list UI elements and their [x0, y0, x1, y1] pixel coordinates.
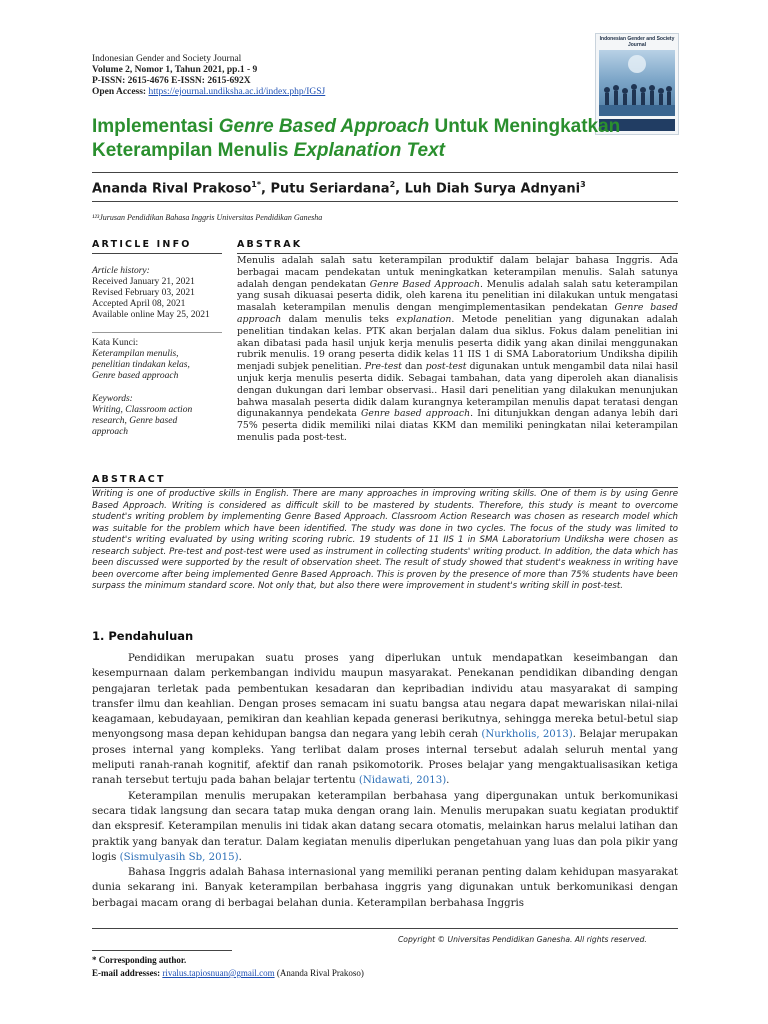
kata-kunci-block — [92, 338, 232, 382]
online-date: Available online May 25, 2021 — [92, 310, 210, 320]
article-info-heading: ARTICLE INFO — [92, 239, 192, 250]
abstract-text: Writing is one of productive skills in English. There are many approaches in improving writing skills. One of them is by using Genre Based Approach. Writing is considered as difficult skill to be mastered by students. Therefore, this study is meant to overcome student's writing problem by implementing Genre Based Approach. Classroom Action Research was chosen as research model which was suitable for the problem which have been identified. The study was done in two cycles. The focus of the study was limited to student's writing evaluated by using writing scoring rubric. 19 students of 11 IIS 1 in SMA Laboratorium Undiksha were chosen as research subject. Pre-test and post-test were used as instrument in collecting students' writing product. In addition, the data which has been discussed were supported by the result of observation sheet. The result of study showed that student's weakness in writing have been overcome after being implemented Genre Based Approach. This is proven by the presence of more than 75% students have been surpass the minimum standard score. Not only that, but also there were improvement in student's writing skill in post-test. — [92, 489, 678, 591]
email-link[interactable]: rivalus.tapiosnuan@gmail.com — [162, 968, 275, 978]
journal-volume: Volume 2, Nomor 1, Tahun 2021, pp.1 - 9 — [92, 65, 258, 75]
kata-kunci-1: Keterampilan menulis, — [92, 349, 179, 359]
affiliation: ¹²³Jurusan Pendidikan Bahasa Inggris Universitas Pendidikan Ganesha — [92, 213, 323, 222]
citation-nurkholis[interactable]: (Nurkholis, 2013) — [481, 729, 573, 741]
abstrak-rule — [237, 253, 678, 254]
journal-name: Indonesian Gender and Society Journal — [92, 54, 242, 64]
section-body — [92, 651, 678, 911]
article-info-rule — [92, 253, 222, 254]
kata-kunci-label: Kata Kunci: — [92, 338, 139, 348]
accepted-date: Accepted April 08, 2021 — [92, 299, 186, 309]
kata-kunci-2: penelitian tindakan kelas, — [92, 360, 190, 370]
paragraph: Keterampilan menulis merupakan keterampilan berbahasa yang dipergunakan untuk berkomunikasi secara tidak langsung dan secara tatap muka dengan orang lain. Menulis merupakan suatu kegiatan produktif dan ekspresif. Keterampilan menulis ini tidak akan datang secara otomatis, melainkan harus melalui latihan dan praktik yang banyak dan teratur. Dalam kegiatan menulis diperlukan pengetahuan yang luas dan pola pikir yang logis (Sismulyasih Sb, 2015). — [92, 790, 678, 863]
abstrak-heading: ABSTRAK — [237, 239, 303, 250]
journal-url-link[interactable]: https://ejournal.undiksha.ac.id/index.php/IGSJ — [148, 87, 326, 97]
open-access-label: Open Access: — [92, 87, 149, 97]
journal-issn: P-ISSN: 2615-4676 E-ISSN: 2615-692X — [92, 76, 251, 86]
keywords-label: Keywords: — [92, 394, 133, 404]
author-list: Ananda Rival Prakoso$^{1*}$, Putu Seriardana$^2$, Luh Diah Surya Adnyani$^3$ — [92, 180, 586, 197]
citation-nidawati[interactable]: (Nidawati, 2013) — [358, 775, 447, 787]
paragraph: Pendidikan merupakan suatu proses yang diperlukan untuk mendapatkan keseimbangan dan kesempurnaan dalam perkembangan individu maupun masyarakat. Penekanan pendidikan dibanding dengan pengajaran terletak pada pembentukan kesadaran dan kepribadian individu atau masyarakat di samping transfer ilmu dan keahlian. Dengan proses semacam ini suatu bangsa atau negara dapat mewariskan nilai-nilai keagamaan, kebudayaan, pemikiran dan keahlian kepada generasi berikutnya, sehingga mereka betul-betul siap menyongsong masa depan kehidupan bangsa dan negara yang lebih cerah (Nurkholis, 2013). Belajar merupakan proses internal yang kompleks. Yang terlibat dalam proses internal tersebut adalah seluruh mental yang meliputi ranah-ranah kognitif, afektif dan ranah psikomotorik. Proses belajar yang mengaktualisasikan ketiga ranah tersebut tertuju pada bahan belajar tertentu (Nidawati, 2013). — [92, 653, 678, 787]
author-divider — [92, 201, 678, 202]
email-line: E-mail addresses: rivalus.tapiosnuan@gmail.com (Ananda Rival Prakoso) — [92, 968, 364, 978]
revised-date: Revised February 03, 2021 — [92, 288, 195, 298]
corresponding-author: * Corresponding author. — [92, 955, 187, 965]
section-heading-pendahuluan: 1. Pendahuluan — [92, 629, 194, 643]
cover-title: Indonesian Gender and Society Journal — [599, 36, 675, 48]
abstrak-text: Menulis adalah salah satu keterampilan produktif dalam belajar bahasa Inggris. Ada berbagai macam pendekatan untuk meningkatkan keterampilan menulis. Salah satunya adalah dengan pendekatan Genre Based Approach. Menulis adalah salah satu keterampilan yang susah dikuasai peserta didik, oleh karena itu penelitian ini dilakukan untuk mengatasi masalah keterampilan menulis dengan mengimplementasikan pendekatan Genre based approach dalam menulis teks explanation. Metode penelitian yang digunakan adalah penelitian tindakan kelas. PTK akan berjalan dalam dua siklus. Fokus dalam penelitian ini akan dibatasi pada hasil unjuk kerja menulis peserta didik yang akan dinilai menggunakan rubrik menulis. 19 orang peserta didik kelas 11 IIS 1 di SMA Laboratorium Undiksha dipilih menjadi subjek penelitian. Pre-test dan post-test digunakan untuk mengambil data nilai hasil unjuk kerja menulis peserta didik. Sebagai tambahan, data yang diperoleh akan dianalisis dengan dukungan dari lembar observasi.. Hasil dari penelitian yang dilakukan menunjukan bahwa masalah peserta didik dalam kurangnya keterampilan menulis dapat teratasi dengan digunakannya pendekata Genre based approach. Ini ditunjukkan dengan adanya lebih dari 75% peserta didik memiliki nilai diatas KKM dan memiliki peningkatan nilai keterampilan menulis pada post-test. — [237, 255, 678, 443]
keywords-block — [92, 394, 232, 438]
received-date: Received January 21, 2021 — [92, 277, 195, 287]
citation-sismulyasih[interactable]: (Sismulyasih Sb, 2015) — [119, 851, 239, 863]
title-divider-top — [92, 172, 678, 173]
history-label: Article history: — [92, 266, 150, 276]
history-divider — [92, 332, 222, 333]
article-history — [92, 266, 232, 321]
paragraph: Bahasa Inggris adalah Bahasa internasional yang memiliki peranan penting dalam kehidupan masyarakat dunia sekarang ini. Banyak keterampilan berbahasa inggris yang digunakan untuk berkomunikasi dengan berbagai macam orang di berbagai belahan dunia. Keterampilan berbahasa Inggris — [92, 867, 678, 909]
kata-kunci-3: Genre based approach — [92, 371, 179, 381]
footer-divider — [92, 928, 678, 929]
abstract-rule — [92, 487, 678, 488]
keyword-2: research, Genre based — [92, 416, 178, 426]
keyword-3: approach — [92, 427, 129, 437]
footnote-rule — [92, 950, 232, 951]
keyword-1: Writing, Classroom action — [92, 405, 193, 415]
cover-illustration — [599, 50, 675, 116]
copyright-notice: Copyright © Universitas Pendidikan Ganesha. All rights reserved. — [398, 935, 647, 944]
cover-crowd-icon — [599, 50, 675, 116]
journal-header — [92, 54, 532, 98]
paper-title: Implementasi Genre Based Approach Untuk Meningkatkan Keterampilan Menulis Explanation Text — [92, 116, 621, 161]
abstract-heading: ABSTRACT — [92, 474, 166, 485]
